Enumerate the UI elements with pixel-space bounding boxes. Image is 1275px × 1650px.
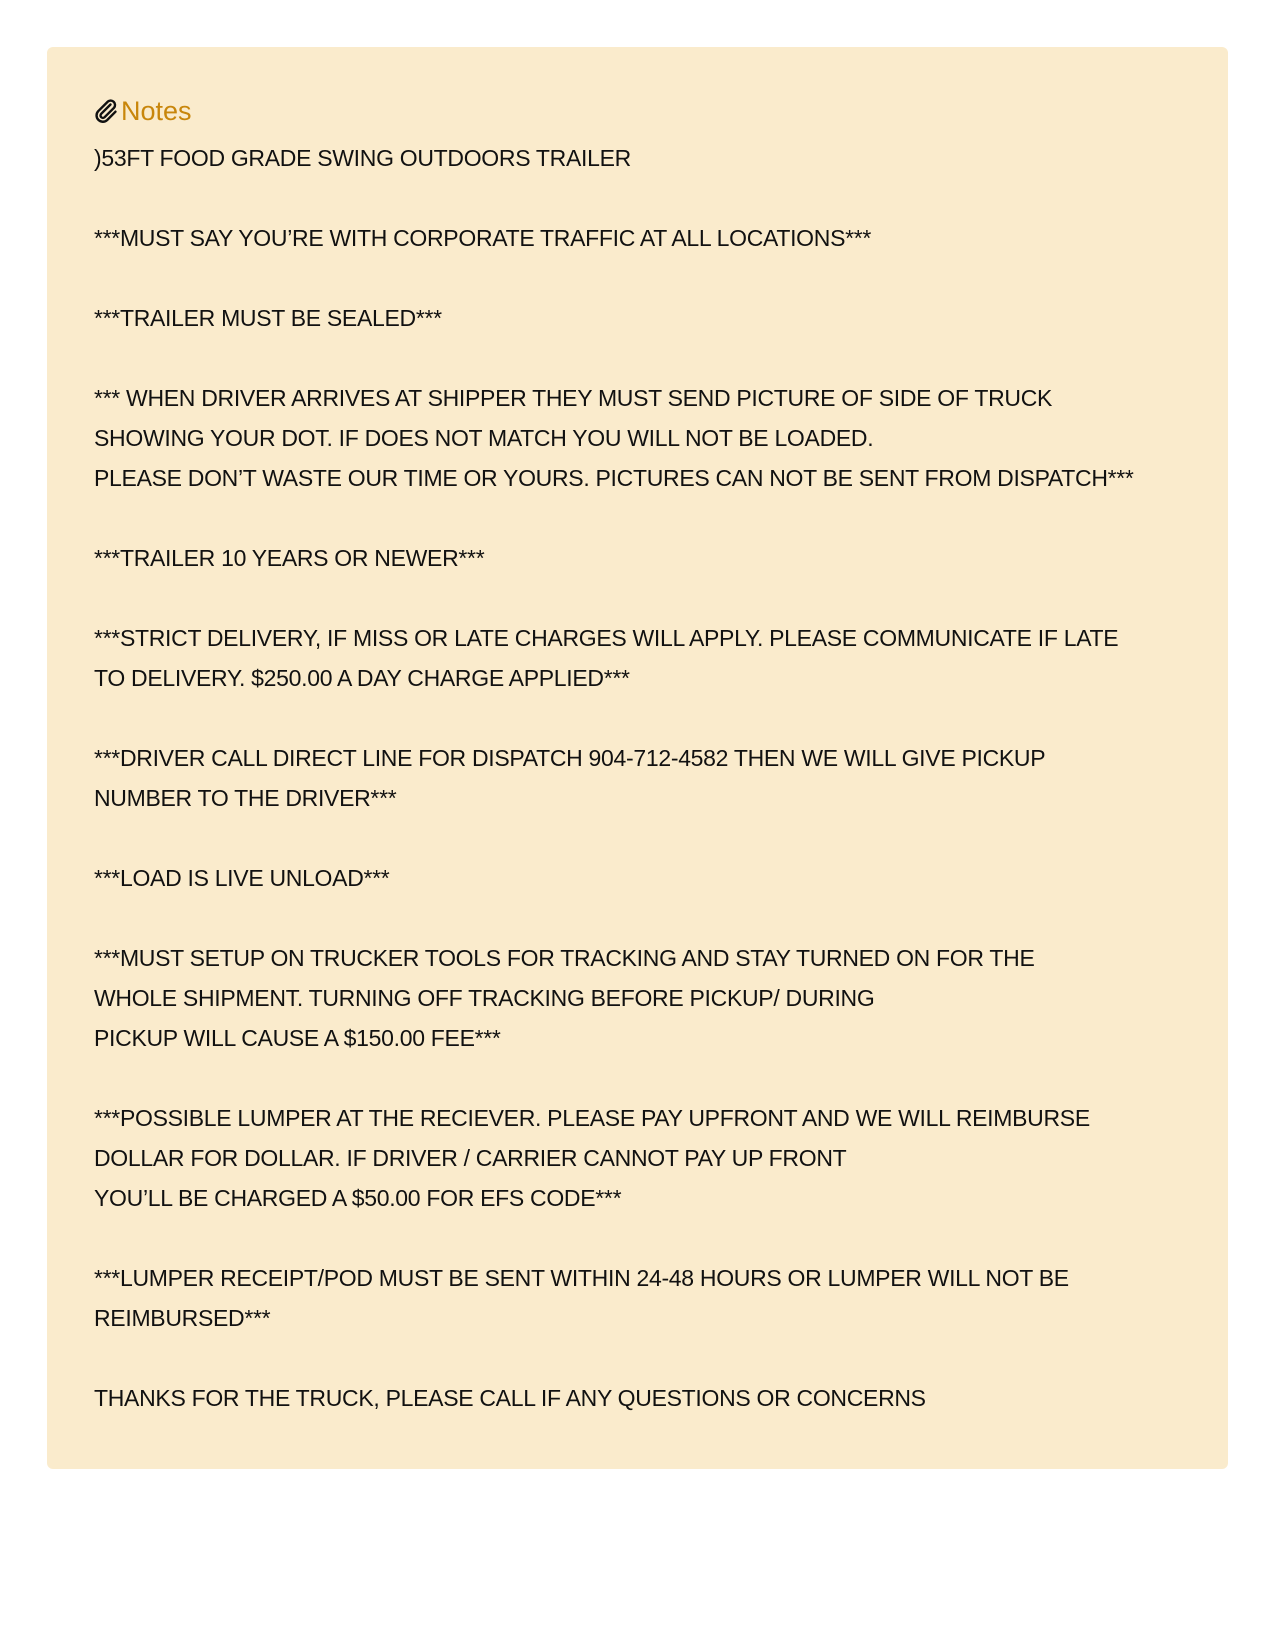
paperclip-icon: [94, 98, 118, 124]
note-line: ***DRIVER CALL DIRECT LINE FOR DISPATCH 904-712-4582 THEN WE WILL GIVE PICKUP: [94, 745, 1046, 771]
note-paragraph: [94, 938, 1181, 1058]
note-paragraph: [94, 298, 1181, 338]
note-paragraph: [94, 618, 1181, 698]
note-line: ***POSSIBLE LUMPER AT THE RECIEVER. PLEASE PAY UPFRONT AND WE WILL REIMBURSE: [94, 1105, 1090, 1131]
note-line: NUMBER TO THE DRIVER***: [94, 785, 397, 811]
note-paragraph: [94, 1098, 1181, 1218]
notes-title: Notes: [121, 95, 192, 126]
note-paragraph: [94, 138, 1181, 178]
notes-header: [94, 94, 1181, 128]
note-line: REIMBURSED***: [94, 1305, 271, 1331]
note-line: YOU’LL BE CHARGED A $50.00 FOR EFS CODE***: [94, 1185, 622, 1211]
notes-body: [94, 138, 1181, 1418]
note-paragraph: [94, 1378, 1181, 1418]
note-paragraph: [94, 378, 1181, 498]
note-line: THANKS FOR THE TRUCK, PLEASE CALL IF ANY QUESTIONS OR CONCERNS: [94, 1385, 926, 1411]
notes-panel: [47, 47, 1228, 1469]
note-paragraph: [94, 1258, 1181, 1338]
note-line: TO DELIVERY. $250.00 A DAY CHARGE APPLIED***: [94, 665, 630, 691]
note-line: *** WHEN DRIVER ARRIVES AT SHIPPER THEY MUST SEND PICTURE OF SIDE OF TRUCK: [94, 385, 1053, 411]
note-line: ***LOAD IS LIVE UNLOAD***: [94, 865, 390, 891]
note-line: ***MUST SAY YOU’RE WITH CORPORATE TRAFFIC AT ALL LOCATIONS***: [94, 225, 872, 251]
note-line: ***MUST SETUP ON TRUCKER TOOLS FOR TRACKING AND STAY TURNED ON FOR THE: [94, 945, 1035, 971]
note-line: WHOLE SHIPMENT. TURNING OFF TRACKING BEFORE PICKUP/ DURING: [94, 985, 875, 1011]
note-paragraph: [94, 858, 1181, 898]
note-paragraph: [94, 538, 1181, 578]
note-line: PLEASE DON’T WASTE OUR TIME OR YOURS. PICTURES CAN NOT BE SENT FROM DISPATCH***: [94, 465, 1134, 491]
note-line: ***TRAILER 10 YEARS OR NEWER***: [94, 545, 485, 571]
note-line: SHOWING YOUR DOT. IF DOES NOT MATCH YOU WILL NOT BE LOADED.: [94, 425, 874, 451]
note-paragraph: [94, 218, 1181, 258]
note-paragraph: [94, 738, 1181, 818]
note-line: DOLLAR FOR DOLLAR. IF DRIVER / CARRIER CANNOT PAY UP FRONT: [94, 1145, 847, 1171]
note-line: PICKUP WILL CAUSE A $150.00 FEE***: [94, 1025, 501, 1051]
note-line: ***STRICT DELIVERY, IF MISS OR LATE CHARGES WILL APPLY. PLEASE COMMUNICATE IF LATE: [94, 625, 1119, 651]
note-line: ***LUMPER RECEIPT/POD MUST BE SENT WITHIN 24-48 HOURS OR LUMPER WILL NOT BE: [94, 1265, 1069, 1291]
note-line: )53FT FOOD GRADE SWING OUTDOORS TRAILER: [94, 145, 631, 171]
note-line: ***TRAILER MUST BE SEALED***: [94, 305, 442, 331]
